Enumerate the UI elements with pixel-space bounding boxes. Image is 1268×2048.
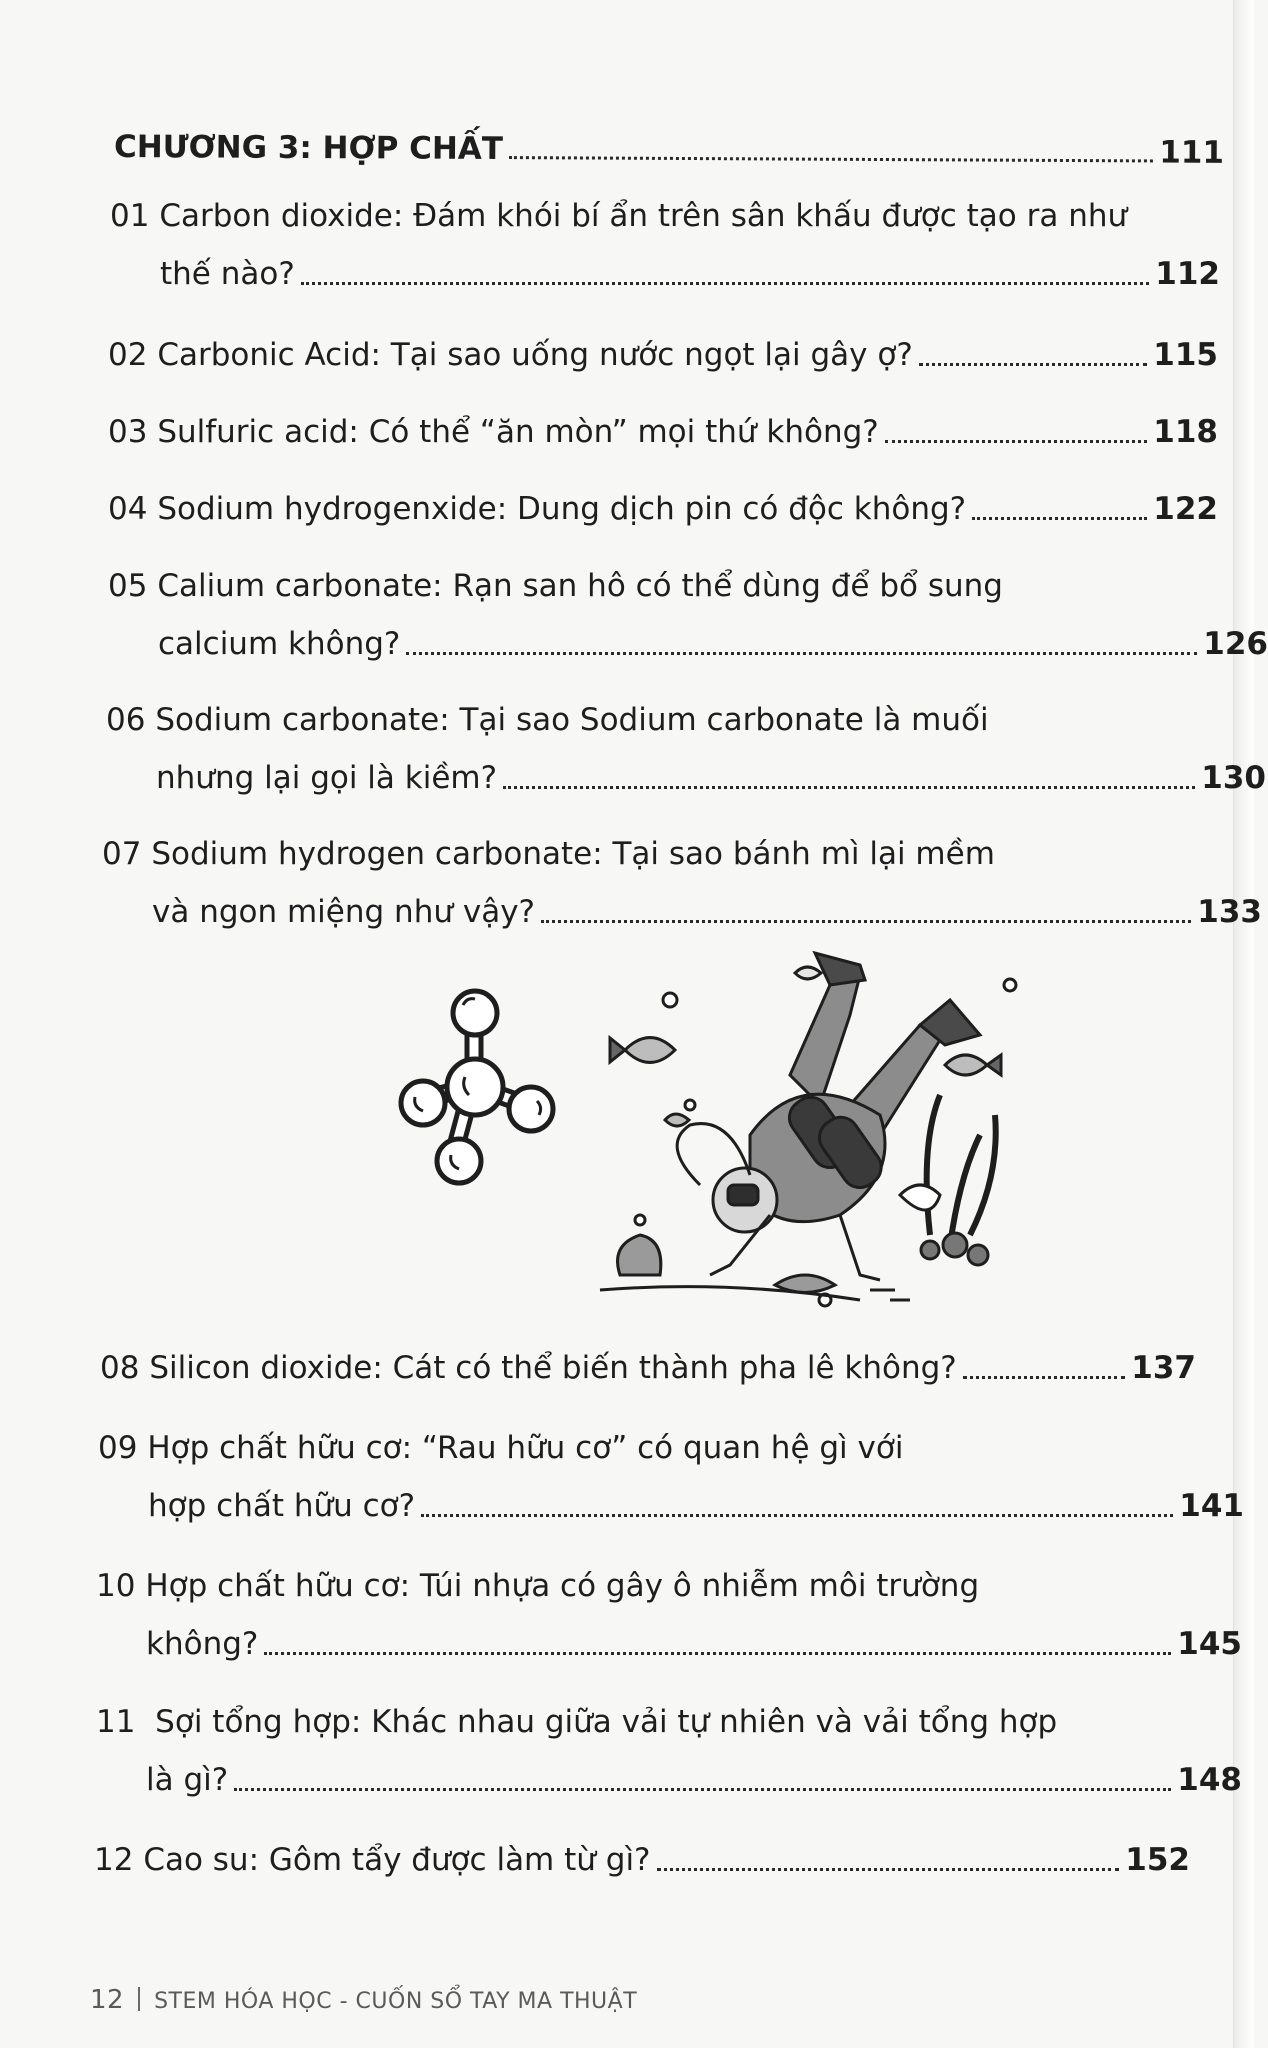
entry-number: 07 (102, 836, 142, 872)
entry-title-cont: nhưng lại gọi là kiềm? (156, 760, 498, 796)
leader-dots (509, 156, 1153, 162)
entry-number: 08 (100, 1350, 140, 1386)
entry-number: 12 (94, 1842, 134, 1878)
entry-title: Sodium hydrogenxide: Dung dịch pin có độc không? (157, 491, 967, 527)
entry-page: 112 (1155, 256, 1220, 292)
leader-dots (264, 1652, 1171, 1655)
entry-page: 152 (1125, 1842, 1190, 1878)
entry-number: 02 (108, 337, 148, 373)
toc-entry-07 (102, 834, 1212, 874)
entry-number: 09 (98, 1430, 138, 1466)
leader-dots (301, 282, 1149, 285)
toc-entry-06 (106, 700, 1216, 740)
entry-title: Carbon dioxide: Đám khói bí ẩn trên sân khấu được tạo ra như (159, 198, 1128, 234)
entry-title-cont: và ngon miệng như vậy? (152, 894, 535, 930)
entry-title: Sợi tổng hợp: Khác nhau giữa vải tự nhiên và vải tổng hợp (155, 1704, 1058, 1740)
entry-page: 115 (1153, 337, 1218, 373)
leader-dots (421, 1514, 1173, 1517)
entry-title: Sulfuric acid: Có thể “ăn mòn” mọi thứ không? (157, 414, 879, 450)
entry-number: 04 (108, 491, 148, 527)
entry-title: Sodium carbonate: Tại sao Sodium carbonate là muối (155, 702, 989, 738)
leader-dots (406, 652, 1197, 655)
toc-entry-05 (108, 566, 1218, 606)
toc-entry-08 (100, 1348, 1196, 1388)
entry-page: 130 (1201, 760, 1266, 796)
entry-number: 11 (96, 1704, 136, 1740)
entry-title: Hợp chất hữu cơ: Túi nhựa có gây ô nhiễm môi trường (145, 1568, 980, 1604)
entry-title: Sodium hydrogen carbonate: Tại sao bánh mì lại mềm (151, 836, 995, 872)
chapter-heading (114, 128, 1224, 172)
leader-dots (972, 517, 1147, 520)
toc-entry-01 (110, 196, 1220, 236)
chapter-page: 111 (1159, 134, 1225, 171)
footer-page-number: 12 (90, 1985, 125, 2015)
toc-entry-03 (108, 412, 1218, 452)
entry-title-cont: hợp chất hữu cơ? (148, 1488, 416, 1524)
footer-book-title: STEM HÓA HỌC - CUỐN SỔ TAY MA THUẬT (154, 1989, 638, 2014)
entry-title: Calium carbonate: Rạn san hô có thể dùng để bổ sung (157, 568, 1003, 604)
leader-dots (234, 1788, 1171, 1791)
toc-entry-06-cont (106, 758, 1266, 798)
entry-title: Hợp chất hữu cơ: “Rau hữu cơ” có quan hệ gì với (147, 1430, 904, 1466)
toc-entry-12 (94, 1840, 1190, 1880)
molecule-illustration (385, 985, 565, 1185)
entry-page: 141 (1179, 1488, 1244, 1524)
toc-entry-02 (108, 335, 1218, 375)
leader-dots (963, 1376, 1126, 1379)
entry-title-cont: không? (146, 1626, 259, 1662)
leader-dots (919, 363, 1147, 366)
entry-page: 122 (1153, 491, 1218, 527)
entry-page: 126 (1203, 626, 1268, 662)
page-edge (1233, 0, 1254, 2048)
entry-number: 03 (108, 414, 148, 450)
entry-page: 118 (1153, 414, 1218, 450)
chapter-title: CHƯƠNG 3: HỢP CHẤT (113, 129, 504, 168)
toc-entry-05-cont (108, 624, 1268, 664)
toc-entry-09-cont (98, 1486, 1244, 1526)
entry-number: 06 (106, 702, 146, 738)
toc-entry-11-cont (96, 1760, 1242, 1800)
entry-title: Silicon dioxide: Cát có thể biến thành pha lê không? (149, 1350, 957, 1386)
leader-dots (541, 920, 1191, 923)
footer-separator (138, 1987, 140, 2011)
entry-number: 01 (110, 198, 150, 234)
leader-dots (885, 440, 1148, 443)
leader-dots (503, 786, 1195, 789)
entry-title-cont: calcium không? (158, 626, 401, 662)
toc-entry-01-cont (110, 254, 1220, 294)
toc-entry-07-cont (102, 892, 1262, 932)
leader-dots (657, 1868, 1120, 1871)
entry-title-cont: là gì? (146, 1762, 229, 1798)
toc-entry-04 (108, 489, 1218, 529)
entry-number: 10 (96, 1568, 136, 1604)
toc-entry-11 (96, 1702, 1192, 1742)
entry-page: 137 (1131, 1350, 1196, 1386)
page-footer (90, 1985, 637, 2015)
toc-entry-10-cont (96, 1624, 1242, 1664)
toc-entry-09 (98, 1428, 1194, 1468)
entry-title-cont: thế nào? (160, 256, 295, 292)
entry-page: 133 (1197, 894, 1262, 930)
entry-number: 05 (108, 568, 148, 604)
entry-page: 148 (1177, 1762, 1242, 1798)
entry-page: 145 (1177, 1626, 1242, 1662)
entry-title: Carbonic Acid: Tại sao uống nước ngọt lại gây ợ? (157, 337, 913, 373)
toc-entry-10 (96, 1566, 1192, 1606)
entry-title: Cao su: Gôm tẩy được làm từ gì? (143, 1842, 651, 1878)
scuba-diver-illustration (600, 945, 1020, 1325)
